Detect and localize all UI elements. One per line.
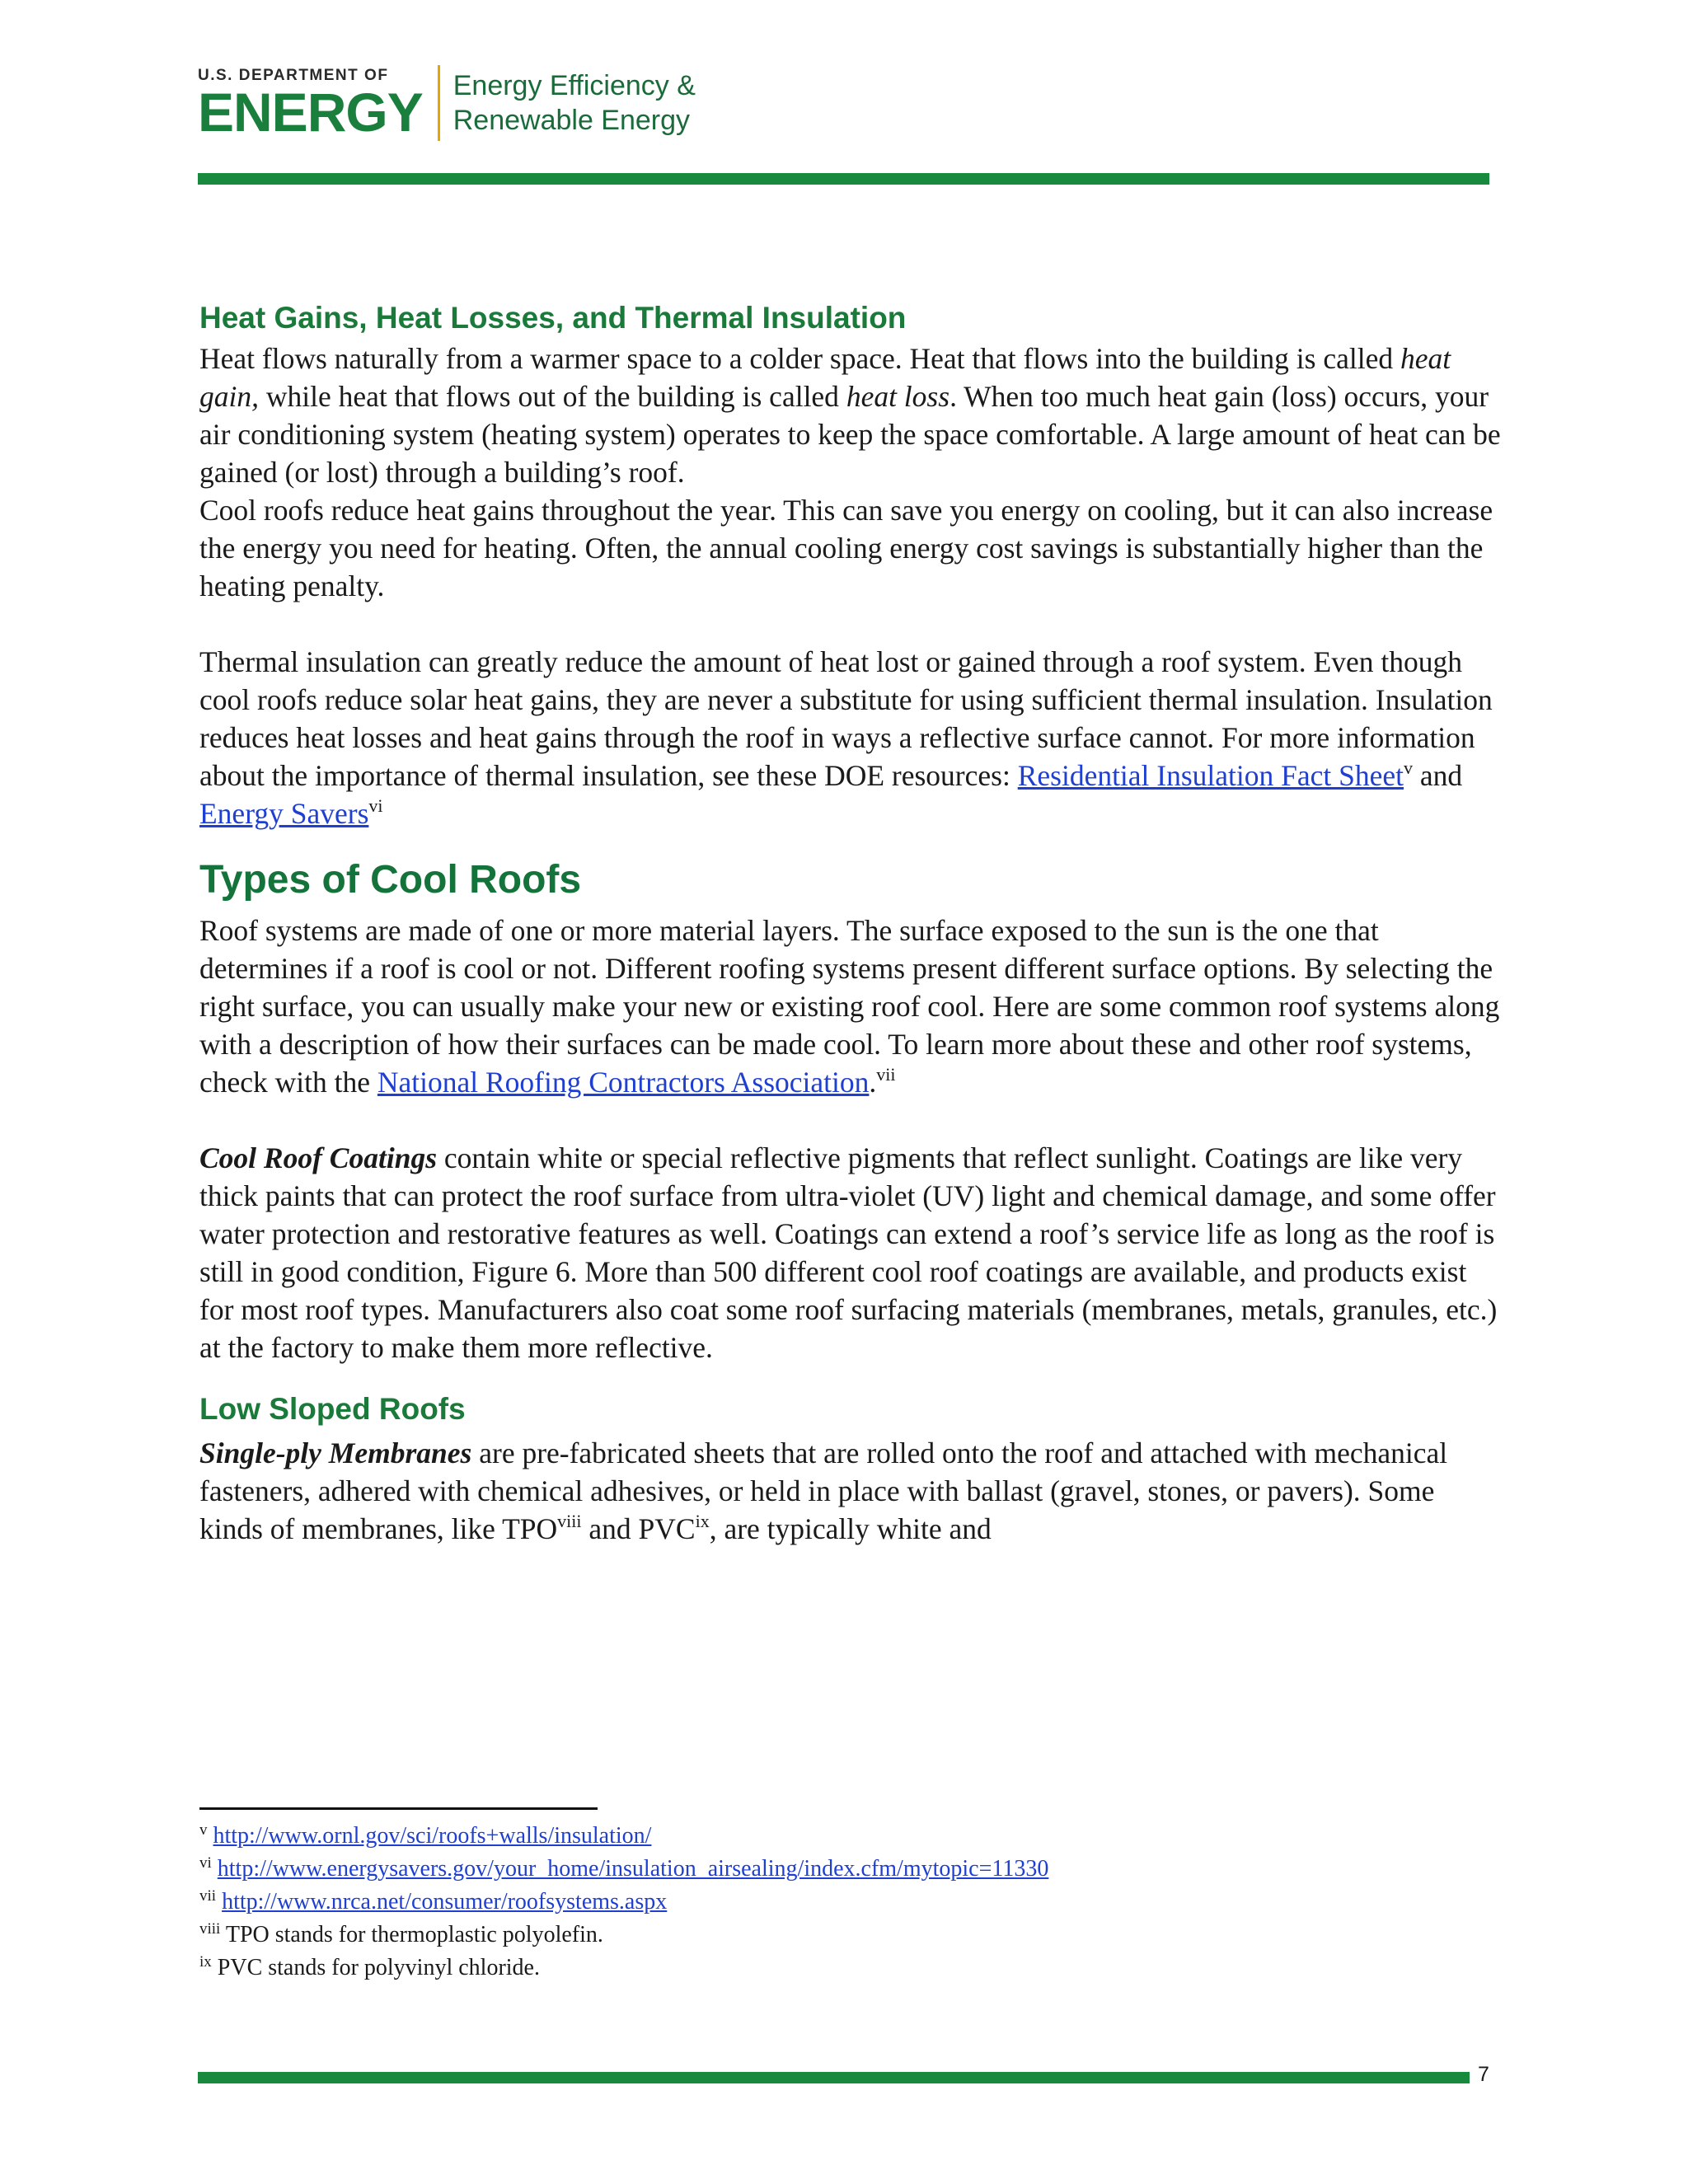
page-number: 7: [1478, 2063, 1489, 2086]
footnote-link-nrca[interactable]: http://www.nrca.net/consumer/roofsystems.aspx: [222, 1889, 668, 1915]
footnote-v: [199, 1820, 1485, 1853]
footer-rule: [198, 2072, 1470, 2083]
footnote-link-ornl[interactable]: http://www.ornl.gov/sci/roofs+walls/insulation/: [213, 1823, 652, 1849]
doe-wordmark: [198, 66, 423, 143]
text: .: [869, 1066, 877, 1099]
logo-divider: [438, 65, 440, 141]
footnote-link-energysavers[interactable]: http://www.energysavers.gov/your_home/insulation_airsealing/index.cfm/mytopic=11330: [217, 1856, 1049, 1882]
term-single-ply-membranes: Single-ply Membranes: [199, 1436, 472, 1469]
term-cool-roof-coatings: Cool Roof Coatings: [199, 1141, 438, 1174]
footnote-mark: v: [199, 1821, 208, 1839]
header-rule: [198, 173, 1489, 185]
footnote-text: PVC stands for polyvinyl chloride.: [217, 1955, 540, 1980]
text: Roof systems are made of one or more material layers. The surface exposed to the sun is the one that determines if a roof is cool or not. Different roofing systems present different surface options. By selecting the right surface, you can usually make your new or existing roof cool. Here are some common roof systems along with a description of how their surfaces can be made cool. To learn more about these and other roof systems, check with the: [199, 914, 1500, 1099]
doe-eere-logo: [198, 59, 696, 147]
text: . When too much heat gain (loss) occurs, your air conditioning system (heating system) operates to keep the space comfortable. A large amount of heat can be gained (or lost) through a building’s roof.: [199, 380, 1501, 489]
office-name: [453, 68, 696, 138]
footnote-text: TPO stands for thermoplastic polyolefin.: [225, 1922, 603, 1947]
text: contain white or special reflective pigments that reflect sunlight. Coatings are like very thick paints that can protect the roof surface from ultra-violet (UV) light and chemical damage, and some offer water protection and restorative features as well. Coatings can extend a roof’s service life as long as the roof is still in good condition, Figure 6. More than 500 different cool roof coatings are available, and products exist for most roof types. Manufacturers also coat some roof surfacing materials (membranes, metals, granules, etc.) at the factory to make them more reflective.: [199, 1141, 1498, 1364]
footnote-vii: [199, 1886, 1485, 1919]
coatings-paragraph: [199, 1139, 1502, 1366]
page-body: [199, 297, 1502, 1548]
footnote-ref-viii[interactable]: viii: [557, 1511, 582, 1531]
heat-paragraph-1: [199, 340, 1502, 491]
footnote-ix: [199, 1952, 1485, 1985]
heading-low-sloped-roofs: Low Sloped Roofs: [199, 1392, 466, 1426]
nrca-link[interactable]: National Roofing Contractors Association: [377, 1066, 870, 1099]
office-line-2: Renewable Energy: [452, 105, 691, 136]
text: Heat flows naturally from a warmer space to a colder space. Heat that flows into the building is called: [199, 342, 1400, 375]
residential-insulation-link[interactable]: Residential Insulation Fact Sheet: [1017, 759, 1404, 792]
text: are pre-fabricated sheets that are rolled onto the roof and attached with mechanical fasteners, adhered with chemical adhesives, or held in place with ballast (gravel, stones, or pavers). Some kinds of membranes, like TPO: [199, 1436, 1448, 1545]
heat-paragraph-1b: Cool roofs reduce heat gains throughout the year. This can save you energy on cooling, but it can also increase the energy you need for heating. Often, the annual cooling energy cost savings is substantially higher than the heating penalty.: [199, 494, 1493, 602]
logo-org-big: ENERGY: [198, 81, 423, 143]
footnote-viii: [199, 1919, 1485, 1952]
footnote-ref-v[interactable]: v: [1404, 757, 1414, 778]
footnote-mark: viii: [199, 1920, 221, 1938]
text: while heat that flows out of the building is called: [259, 380, 846, 413]
footnote-ref-vii[interactable]: vii: [876, 1064, 896, 1085]
text: , are typically white and: [709, 1512, 992, 1545]
footnotes: [199, 1820, 1485, 1985]
footnote-separator: [199, 1807, 598, 1810]
logo-org-small: U.S. DEPARTMENT OF: [198, 66, 389, 84]
term-heat-gain: heat gain,: [199, 342, 1451, 413]
energy-savers-link[interactable]: Energy Savers: [199, 797, 369, 830]
heading-types-of-cool-roofs: Types of Cool Roofs: [199, 858, 582, 902]
footnote-ref-ix[interactable]: ix: [695, 1511, 710, 1531]
insulation-paragraph: [199, 643, 1502, 832]
footnote-mark: ix: [199, 1953, 212, 1971]
types-paragraph: [199, 912, 1502, 1101]
footnote-mark: vi: [199, 1854, 212, 1872]
term-heat-loss: heat loss: [846, 380, 950, 413]
text: and PVC: [581, 1512, 696, 1545]
office-line-1: Energy Efficiency &: [452, 70, 696, 101]
footnote-mark: vii: [199, 1887, 217, 1905]
footnote-vi: [199, 1853, 1485, 1886]
text: and: [1413, 759, 1463, 792]
heading-heat-gains: Heat Gains, Heat Losses, and Thermal Insulation: [199, 301, 907, 335]
text: Thermal insulation can greatly reduce the amount of heat lost or gained through a roof system. Even though cool roofs reduce solar heat gains, they are never a substitute for using sufficient thermal insulation. Insulation reduces heat losses and heat gains through the roof in ways a reflective surface cannot. For more information about the importance of thermal insulation, see these DOE resources:: [199, 645, 1493, 792]
membranes-paragraph: [199, 1434, 1502, 1548]
footnote-ref-vi[interactable]: vi: [368, 795, 383, 816]
